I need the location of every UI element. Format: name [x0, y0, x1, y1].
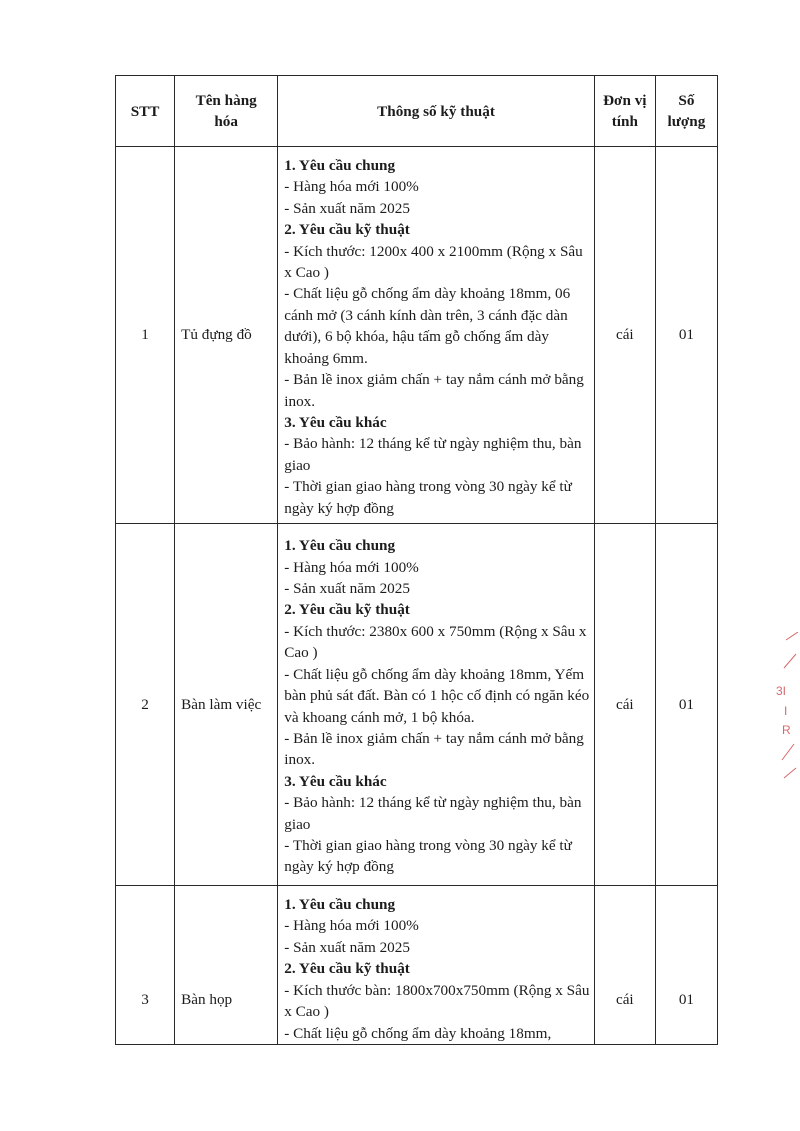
- table-header: [116, 76, 718, 147]
- row-spec: [278, 524, 595, 886]
- row-qty: 01: [655, 886, 717, 1045]
- row-spec: [278, 886, 595, 1045]
- spec-line: - Chất liệu gỗ chống ẩm dày khoảng 18mm, Yếm bàn phủ sát đất. Bàn có 1 hộc cố định có ngăn kéo và khoang cánh mở, 1 bộ khóa.: [284, 665, 590, 726]
- section-heading: 2. Yêu cầu kỹ thuật: [284, 601, 410, 619]
- spec-line: - Bảo hành: 12 tháng kể từ ngày nghiệm thu, bàn giao: [284, 794, 582, 833]
- spec-line: - Hàng hóa mới 100%: [284, 558, 419, 576]
- section-heading: 1. Yêu cầu chung: [284, 896, 396, 914]
- row-unit: cái: [594, 886, 655, 1045]
- spec-line: - Kích thước bàn: 1800x700x750mm (Rộng x Sâu x Cao ): [284, 981, 590, 1021]
- section-heading: 1. Yêu cầu chung: [284, 157, 396, 175]
- spec-line: - Thời gian giao hàng trong vòng 30 ngày kể từ ngày ký hợp đồng: [284, 836, 572, 876]
- spec-section: [284, 599, 590, 770]
- row-qty: 01: [655, 147, 717, 524]
- stamp-text: 3I: [776, 684, 787, 698]
- spec-line: - Bản lề inox giảm chấn + tay nắm cánh mở bằng inox.: [284, 371, 584, 410]
- spec-line: - Chất liệu gỗ chống ẩm dày khoảng 18mm, 06 cánh mở (3 cánh kính dàn trên, 3 cánh đặc dàn dưới), 6 bộ khóa, hậu tấm gỗ chống ẩm dày khoảng 6mm.: [284, 285, 571, 367]
- spec-section: [284, 535, 590, 599]
- stamp-text: R: [782, 723, 791, 737]
- row-stt: 2: [116, 524, 175, 886]
- table-row: [116, 886, 718, 1045]
- spec-line: - Sản xuất năm 2025: [284, 938, 410, 956]
- spec-line: - Sản xuất năm 2025: [284, 199, 410, 217]
- spec-line: - Kích thước: 1200x 400 x 2100mm (Rộng x Sâu x Cao ): [284, 242, 583, 282]
- section-heading: 2. Yêu cầu kỹ thuật: [284, 221, 410, 239]
- spec-section: [284, 155, 590, 219]
- header-row: [116, 76, 718, 147]
- stamp-lines: [776, 632, 800, 782]
- row-spec: [278, 147, 595, 524]
- row-stt: 1: [116, 147, 175, 524]
- spec-line: - Chất liệu gỗ chống ẩm dày khoảng 18mm,: [284, 1024, 552, 1042]
- row-name: Tủ đựng đồ: [175, 147, 278, 524]
- stamp-text: I: [784, 704, 788, 718]
- row-unit: cái: [594, 524, 655, 886]
- section-heading: 3. Yêu cầu khác: [284, 772, 387, 790]
- spec-section: [284, 958, 590, 1044]
- spec-line: - Hàng hóa mới 100%: [284, 917, 419, 935]
- spec-section: [284, 894, 590, 958]
- row-stt: 3: [116, 886, 175, 1045]
- spec-section: [284, 219, 590, 412]
- header-unit: Đơn vị tính: [594, 76, 655, 147]
- spec-line: - Sản xuất năm 2025: [284, 580, 410, 598]
- section-heading: 1. Yêu cầu chung: [284, 537, 396, 555]
- header-qty: Số lượng: [655, 76, 717, 147]
- table-row: [116, 524, 718, 886]
- spec-line: - Thời gian giao hàng trong vòng 30 ngày kể từ ngày ký hợp đồng: [284, 478, 572, 517]
- header-name: Tên hàng hóa: [175, 76, 278, 147]
- section-heading: 3. Yêu cầu khác: [284, 413, 387, 431]
- header-spec: Thông số kỹ thuật: [278, 76, 595, 147]
- row-name: Bàn làm việc: [175, 524, 278, 886]
- section-heading: 2. Yêu cầu kỹ thuật: [284, 960, 410, 978]
- row-name: Bàn họp: [175, 886, 278, 1045]
- row-qty: 01: [655, 524, 717, 886]
- spec-section: [284, 412, 590, 519]
- spec-line: - Bản lề inox giảm chấn + tay nắm cánh mở bằng inox.: [284, 729, 584, 769]
- spec-line: - Hàng hóa mới 100%: [284, 178, 419, 196]
- spec-table: [115, 75, 718, 1045]
- row-unit: cái: [594, 147, 655, 524]
- stamp-fragment: [776, 632, 800, 782]
- spec-line: - Bảo hành: 12 tháng kể từ ngày nghiệm thu, bàn giao: [284, 435, 582, 474]
- header-stt: STT: [116, 76, 175, 147]
- spec-line: - Kích thước: 2380x 600 x 750mm (Rộng x Sâu x Cao ): [284, 622, 587, 662]
- spec-section: [284, 771, 590, 878]
- table-row: [116, 147, 718, 524]
